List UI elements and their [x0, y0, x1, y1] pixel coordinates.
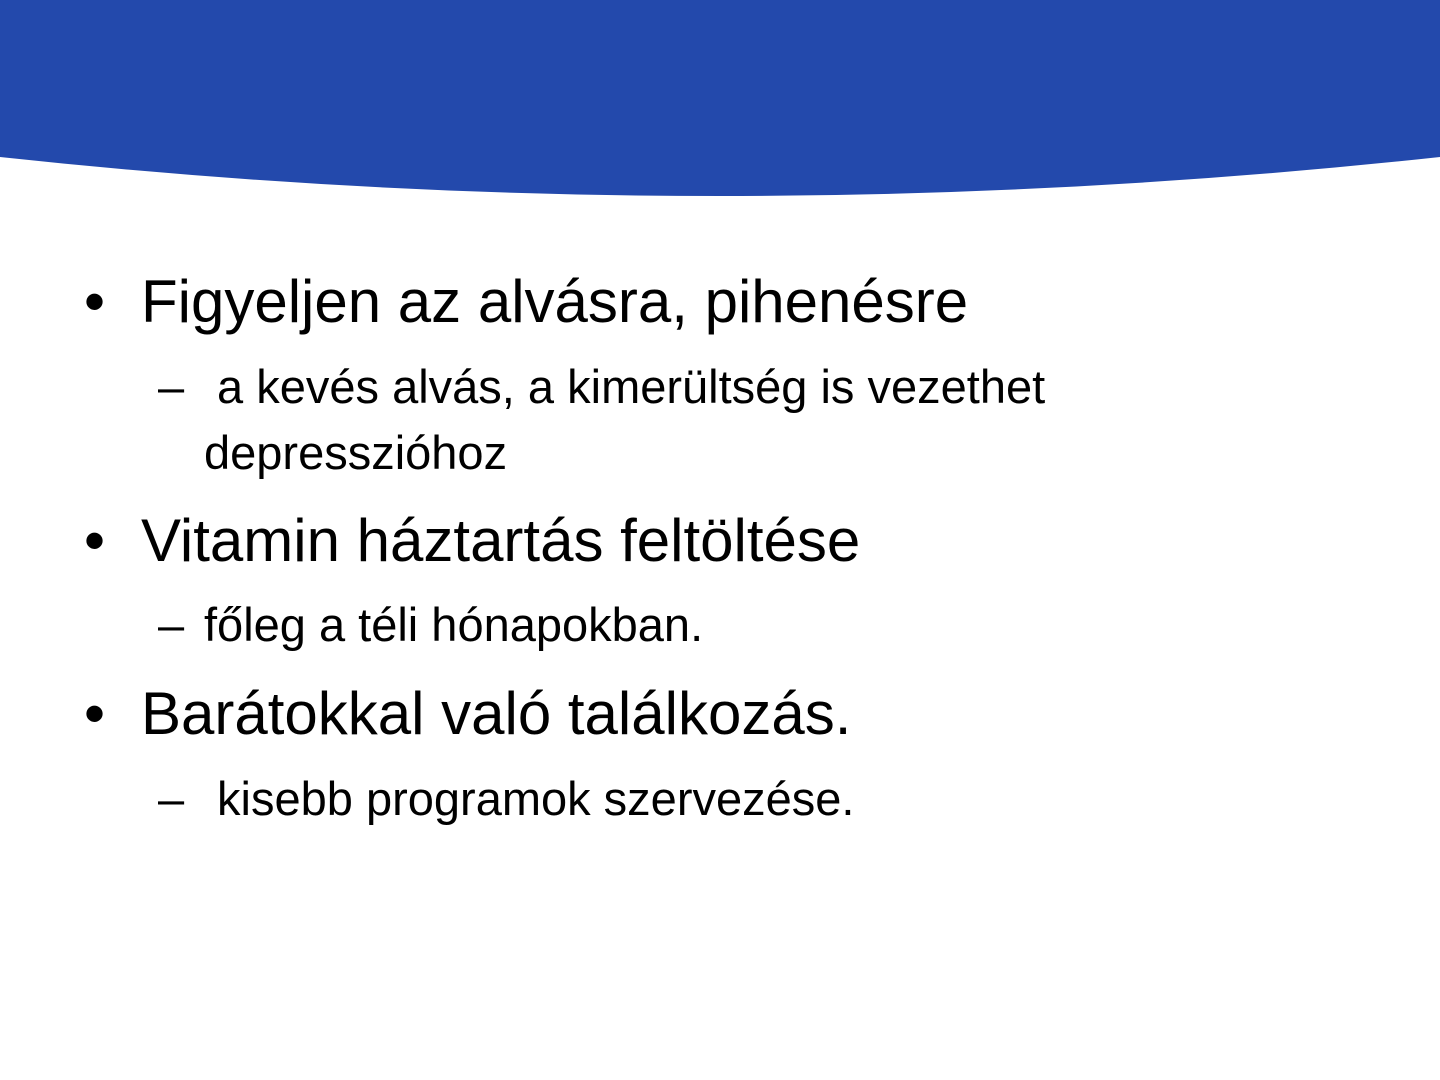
bullet-marker: •	[84, 268, 106, 335]
sub-bullet-text: kisebb programok szervezése.	[204, 772, 855, 825]
bullet-text: Vitamin háztartás feltöltése	[141, 507, 861, 574]
sub-bullet-text-continued: depresszióhoz	[204, 426, 508, 479]
dash-marker: –	[158, 772, 185, 825]
sub-bullet-text: főleg a téli hónapokban.	[204, 598, 704, 651]
sub-bullet-text: a kevés alvás, a kimerültség is vezethet	[204, 360, 1046, 413]
bullet-text: Figyeljen az alvásra, pihenésre	[141, 268, 969, 335]
dash-marker: –	[158, 360, 185, 413]
dash-marker: –	[158, 598, 185, 651]
bullet-marker: •	[84, 507, 106, 574]
bullet-text: Barátokkal való találkozás.	[141, 680, 852, 747]
bullet-marker: •	[84, 680, 106, 747]
